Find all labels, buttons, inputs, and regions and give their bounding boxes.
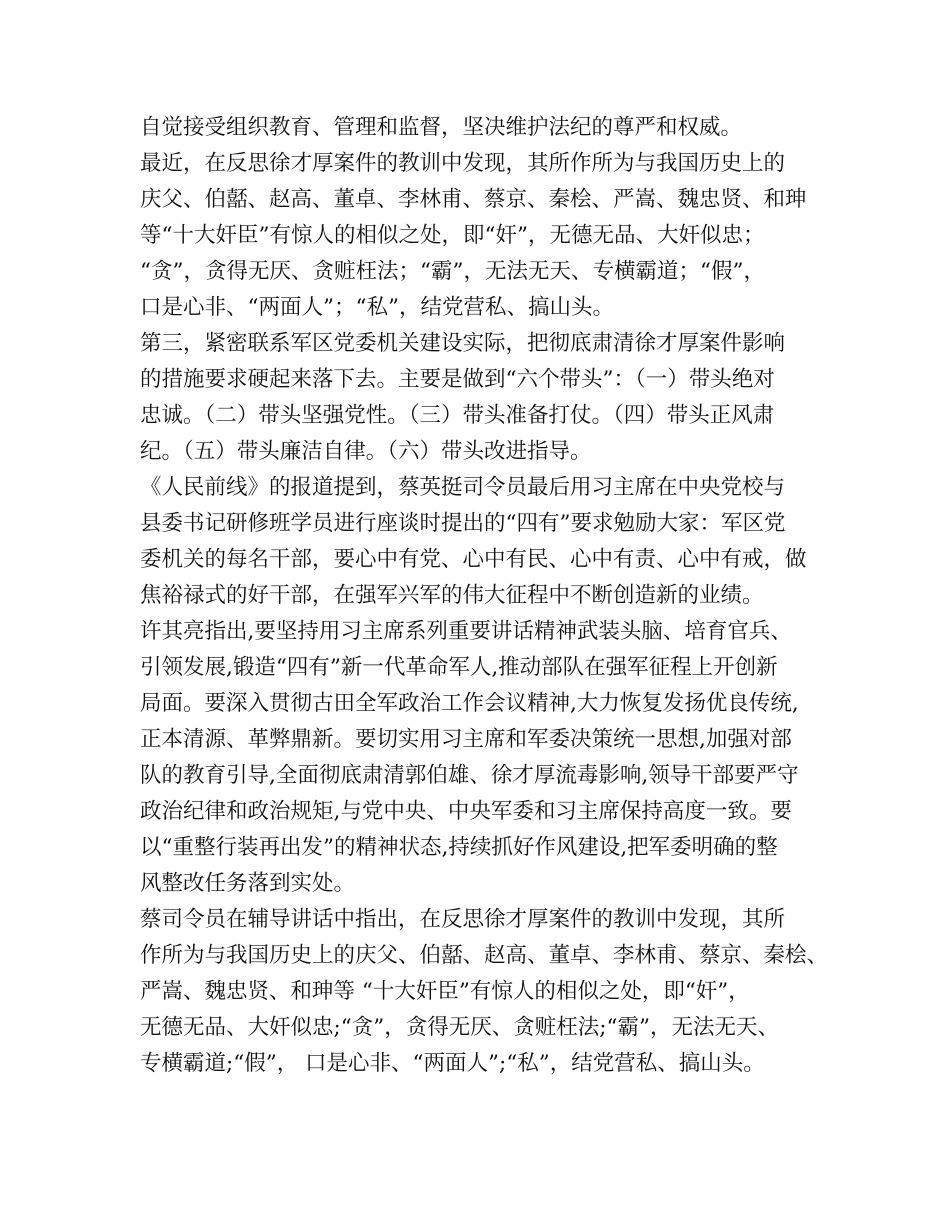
text-line: 政治纪律和政治规矩,与党中央、中央军委和习主席保持高度一致。要 xyxy=(140,799,792,824)
text-line: 严嵩、魏忠贤、和珅等 “十大奸臣”有惊人的相似之处，即“奸”， xyxy=(140,979,750,1004)
text-line: 以“重整行装再出发”的精神状态,持续抓好作风建设,把军委明确的整 xyxy=(140,835,778,860)
text-line: 正本清源、革弊鼎新。要切实用习主席和军委决策统一思想,加强对部 xyxy=(140,727,792,752)
text-line: 自觉接受组织教育、管理和监督，坚决维护法纪的尊严和权威。 xyxy=(140,115,743,140)
text-line: 庆父、伯嚭、赵高、董卓、李林甫、蔡京、秦桧、严嵩、魏忠贤、和珅 xyxy=(140,187,807,212)
text-line: 局面。要深入贯彻古田全军政治工作会议精神,大力恢复发扬优良传统, xyxy=(140,691,799,716)
text-line: “贪”，贪得无厌、贪赃枉法；“霸”，无法无天、专横霸道；“假”， xyxy=(140,259,765,284)
text-line: 《人民前线》的报道提到，蔡英挺司令员最后用习主席在中央党校与 xyxy=(140,475,786,500)
text-line: 许其亮指出,要坚持用习主席系列重要讲话精神武装头脑、培育官兵、 xyxy=(140,619,792,644)
text-line: 队的教育引导,全面彻底肃清郭伯雄、徐才厚流毒影响,领导干部要严守 xyxy=(140,763,799,788)
text-line: 风整改任务落到实处。 xyxy=(140,871,356,896)
text-line: 第三，紧密联系军区党委机关建设实际，把彻底肃清徐才厚案件影响 xyxy=(140,331,786,356)
text-line: 等“十大奸臣”有惊人的相似之处，即“奸”，无德无品、大奸似忠； xyxy=(140,223,765,248)
text-line: 无德无品、大奸似忠;“贪”，贪得无厌、贪赃枉法;“霸”，无法无天、 xyxy=(140,1015,779,1040)
text-line: 忠诚。（二）带头坚强党性。（三）带头准备打仗。（四）带头正风肃 xyxy=(140,403,775,428)
text-line: 纪。（五）带头廉洁自律。（六）带头改进指导。 xyxy=(140,439,592,464)
text-line: 焦裕禄式的好干部，在强军兴军的伟大征程中不断创造新的业绩。 xyxy=(140,583,764,608)
text-line: 的措施要求硬起来落下去。主要是做到“六个带头”：（一）带头绝对 xyxy=(140,367,775,392)
text-line: 专横霸道;“假”， 口是心非、“两面人”;“私”，结党营私、搞山头。 xyxy=(140,1051,765,1076)
text-line: 委机关的每名干部，要心中有党、心中有民、心中有责、心中有戒，做 xyxy=(140,547,807,572)
text-line: 蔡司令员在辅导讲话中指出，在反思徐才厚案件的教训中发现，其所 xyxy=(140,907,786,932)
text-line: 口是心非、“两面人”；“私”，结党营私、搞山头。 xyxy=(140,295,614,320)
text-line: 最近，在反思徐才厚案件的教训中发现，其所作所为与我国历史上的 xyxy=(140,151,786,176)
text-line: 作所为与我国历史上的庆父、伯嚭、赵高、董卓、李林甫、蔡京、秦桧、 xyxy=(140,943,829,968)
text-line: 县委书记研修班学员进行座谈时提出的“四有”要求勉励大家：军区党 xyxy=(140,511,786,536)
text-line: 引领发展,锻造“四有”新一代革命军人,推动部队在强军征程上开创新 xyxy=(140,655,778,680)
